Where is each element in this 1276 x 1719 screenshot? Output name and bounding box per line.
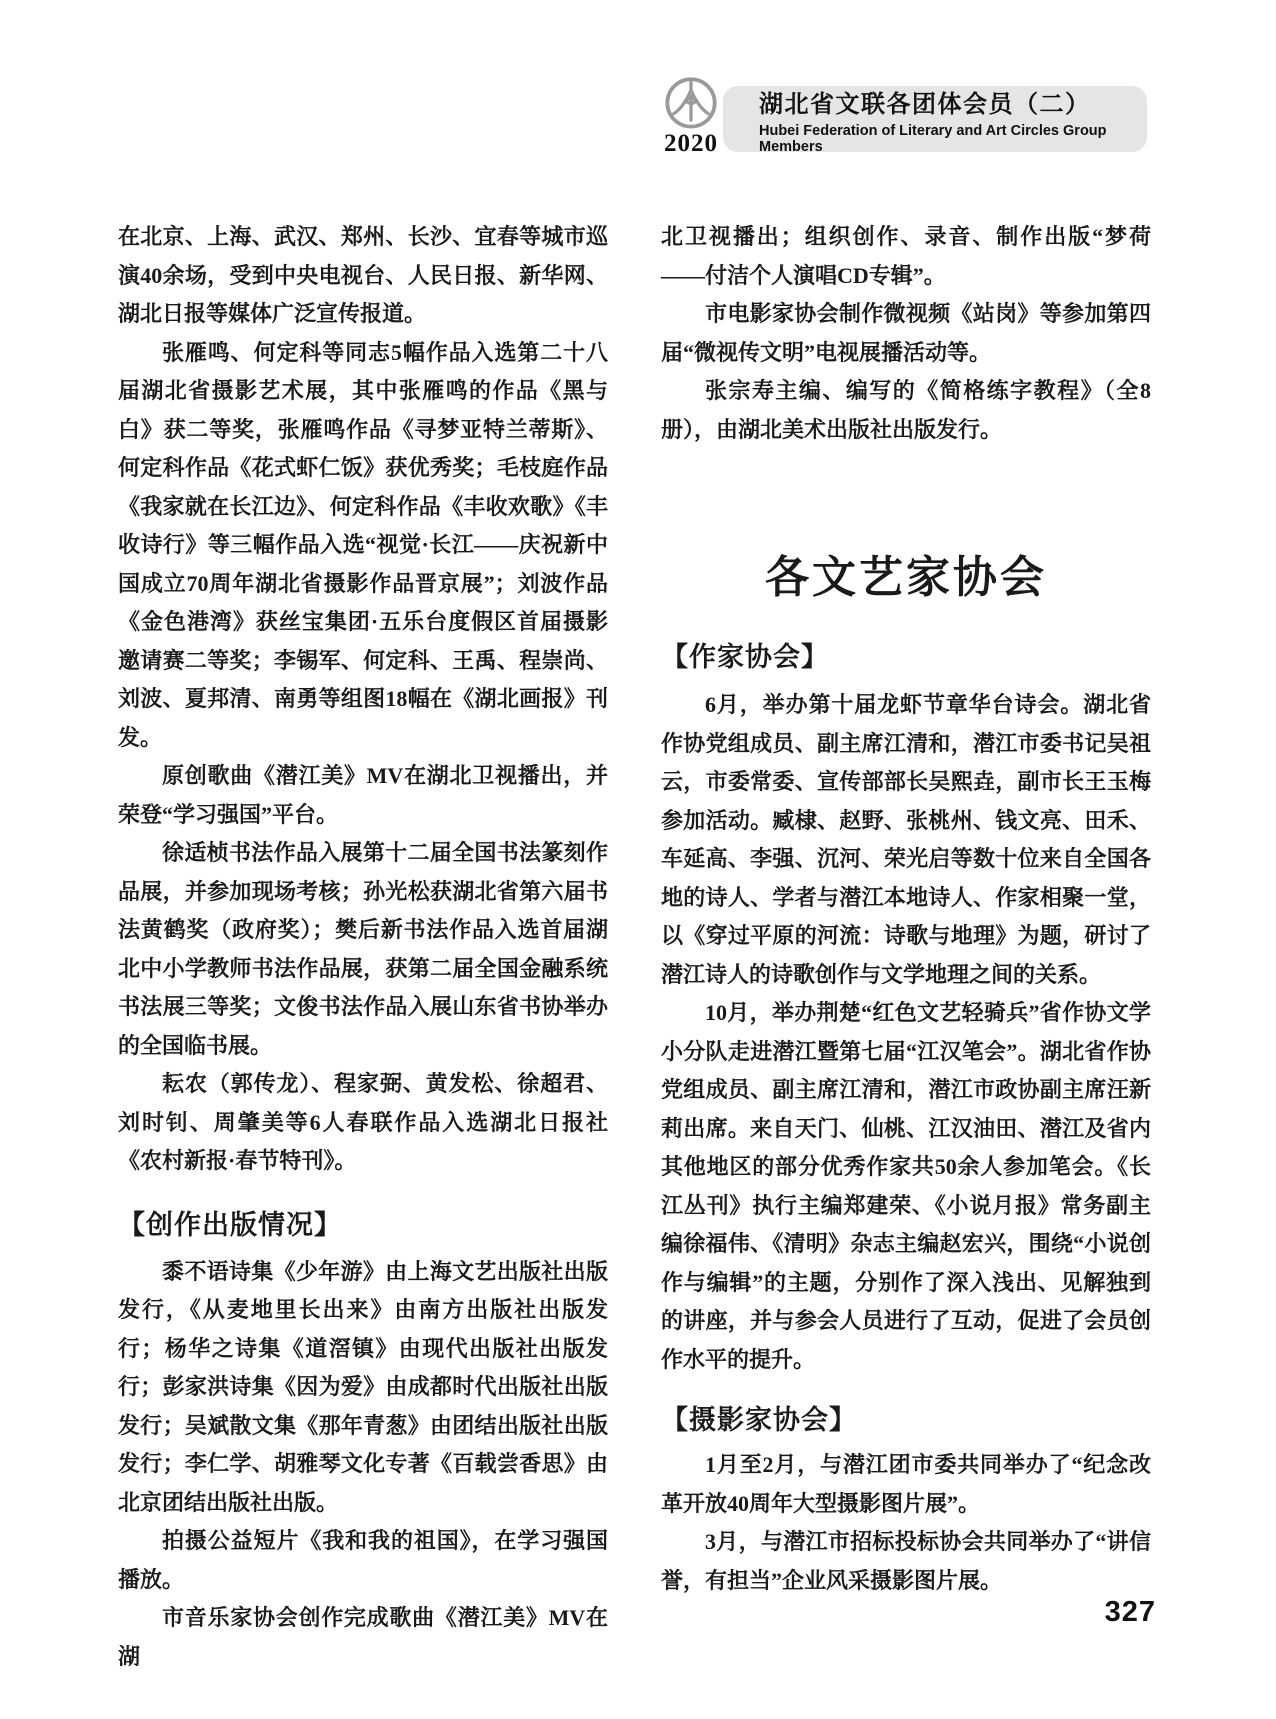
section-heading-publishing: 【创作出版情况】	[118, 1209, 342, 1240]
header-title-bar	[723, 86, 1147, 155]
paragraph: 张宗寿主编、编写的《简格练字教程》（全8册），由湖北美术出版社出版发行。	[661, 378, 1151, 442]
paragraph: 6月，举办第十届龙虾节章华台诗会。湖北省作协党组成员、副主席江清和，潜江市委书记吴祖云，市委常委、宣传部部长吴熙垚，副市长王玉梅参加活动。臧棣、赵野、张桃州、钱文亮、田禾、车延高、李强、沉河、荣光启等数十位来自全国各地的诗人、学者与潜江本地诗人、作家相聚一堂，以《穿过平原的河流：诗歌与地理》为题，研讨了潜江诗人的诗歌创作与文学地理之间的关系。	[661, 692, 1151, 987]
left-column	[118, 218, 608, 1676]
paragraph: 10月，举办荆楚“红色文艺轻骑兵”省作协文学小分队走进潜江暨第七届“江汉笔会”。湖北省作协党组成员、副主席江清和，潜江市政协副主席汪新莉出席。来自天门、仙桃、江汉油田、潜江及省内其他地区的部分优秀作家共50余人参加笔会。《长江丛刊》执行主编郑建荣、《小说月报》常务副主编徐福伟、《清明》杂志主编赵宏兴，围绕“小说创作与编辑”的主题，分别作了深入浅出、见解独到的讲座，并与参会人员进行了互动，促进了会员创作水平的提升。	[661, 1000, 1151, 1372]
paragraph: 拍摄公益短片《我和我的祖国》，在学习强国播放。	[118, 1528, 608, 1592]
paragraph: 在北京、上海、武汉、郑州、长沙、宜春等城市巡演40余场，受到中央电视台、人民日报、新华网、湖北日报等媒体广泛宣传报道。	[118, 224, 608, 326]
paragraph: 市电影家协会制作微视频《站岗》等参加第四届“微视传文明”电视展播活动等。	[661, 301, 1151, 365]
paragraph: 黍不语诗集《少年游》由上海文艺出版社出版发行，《从麦地里长出来》由南方出版社出版发行；杨华之诗集《道滘镇》由现代出版社出版发行；彭家洪诗集《因为爱》由成都时代出版社出版发行；吴斌散文集《那年青葱》由团结出版社出版发行；李仁学、胡雅琴文化专著《百载尝香思》由北京团结出版社出版。	[118, 1258, 608, 1515]
paragraph: 耘农（郭传龙）、程家弼、黄发松、徐超君、刘时钊、周肇美等6人春联作品入选湖北日报社《农村新报·春节特刊》。	[118, 1071, 608, 1173]
paragraph: 3月，与潜江市招标投标协会共同举办了“讲信誉，有担当”企业风采摄影图片展。	[661, 1529, 1151, 1593]
paragraph: 张雁鸣、何定科等同志5幅作品入选第二十八届湖北省摄影艺术展，其中张雁鸣的作品《黑与白》获二等奖，张雁鸣作品《寻梦亚特兰蒂斯》、何定科作品《花式虾仁饭》获优秀奖；毛枝庭作品《我家就在长江边》、何定科作品《丰收欢歌》《丰收诗行》等三幅作品入选“视觉·长江——庆祝新中国成立70周年湖北省摄影作品晋京展”；刘波作品《金色港湾》获丝宝集团·五乐台度假区首届摄影邀请赛二等奖；李锡军、何定科、王禹、程崇尚、刘波、夏邦清、南勇等组图18幅在《湖北画报》刊发。	[118, 339, 608, 750]
section-heading-photographers-association: 【摄影家协会】	[661, 1405, 857, 1435]
right-column	[661, 218, 1151, 1600]
page-number: 327	[1104, 1596, 1156, 1628]
page-subtitle: Hubei Federation of Literary and Art Circles Group Members	[759, 122, 1107, 155]
paragraph: 徐适桢书法作品入展第十二届全国书法篆刻作品展，并参加现场考核；孙光松获湖北省第六届书法黄鹤奖（政府奖）；樊后新书法作品入选首届湖北中小学教师书法作品展，获第二届全国金融系统书法展三等奖；文俊书法作品入展山东省书协举办的全国临书展。	[118, 840, 608, 1058]
paragraph: 市音乐家协会创作完成歌曲《潜江美》MV在湖	[118, 1605, 608, 1669]
section-heading-writers-association: 【作家协会】	[661, 642, 829, 672]
paragraph: 北卫视播出；组织创作、录音、制作出版“梦荷——付洁个人演唱CD专辑”。	[661, 224, 1151, 288]
federation-emblem-icon	[663, 76, 719, 132]
year-label: 2020	[664, 130, 718, 157]
page-title: 湖北省文联各团体会员（二）	[759, 90, 1091, 118]
paragraph: 1月至2月，与潜江团市委共同举办了“纪念改革开放40周年大型摄影图片展”。	[661, 1452, 1151, 1516]
paragraph: 原创歌曲《潜江美》MV在湖北卫视播出，并荣登“学习强国”平台。	[118, 763, 608, 827]
chapter-heading-associations: 各文艺家协会	[765, 553, 1047, 602]
